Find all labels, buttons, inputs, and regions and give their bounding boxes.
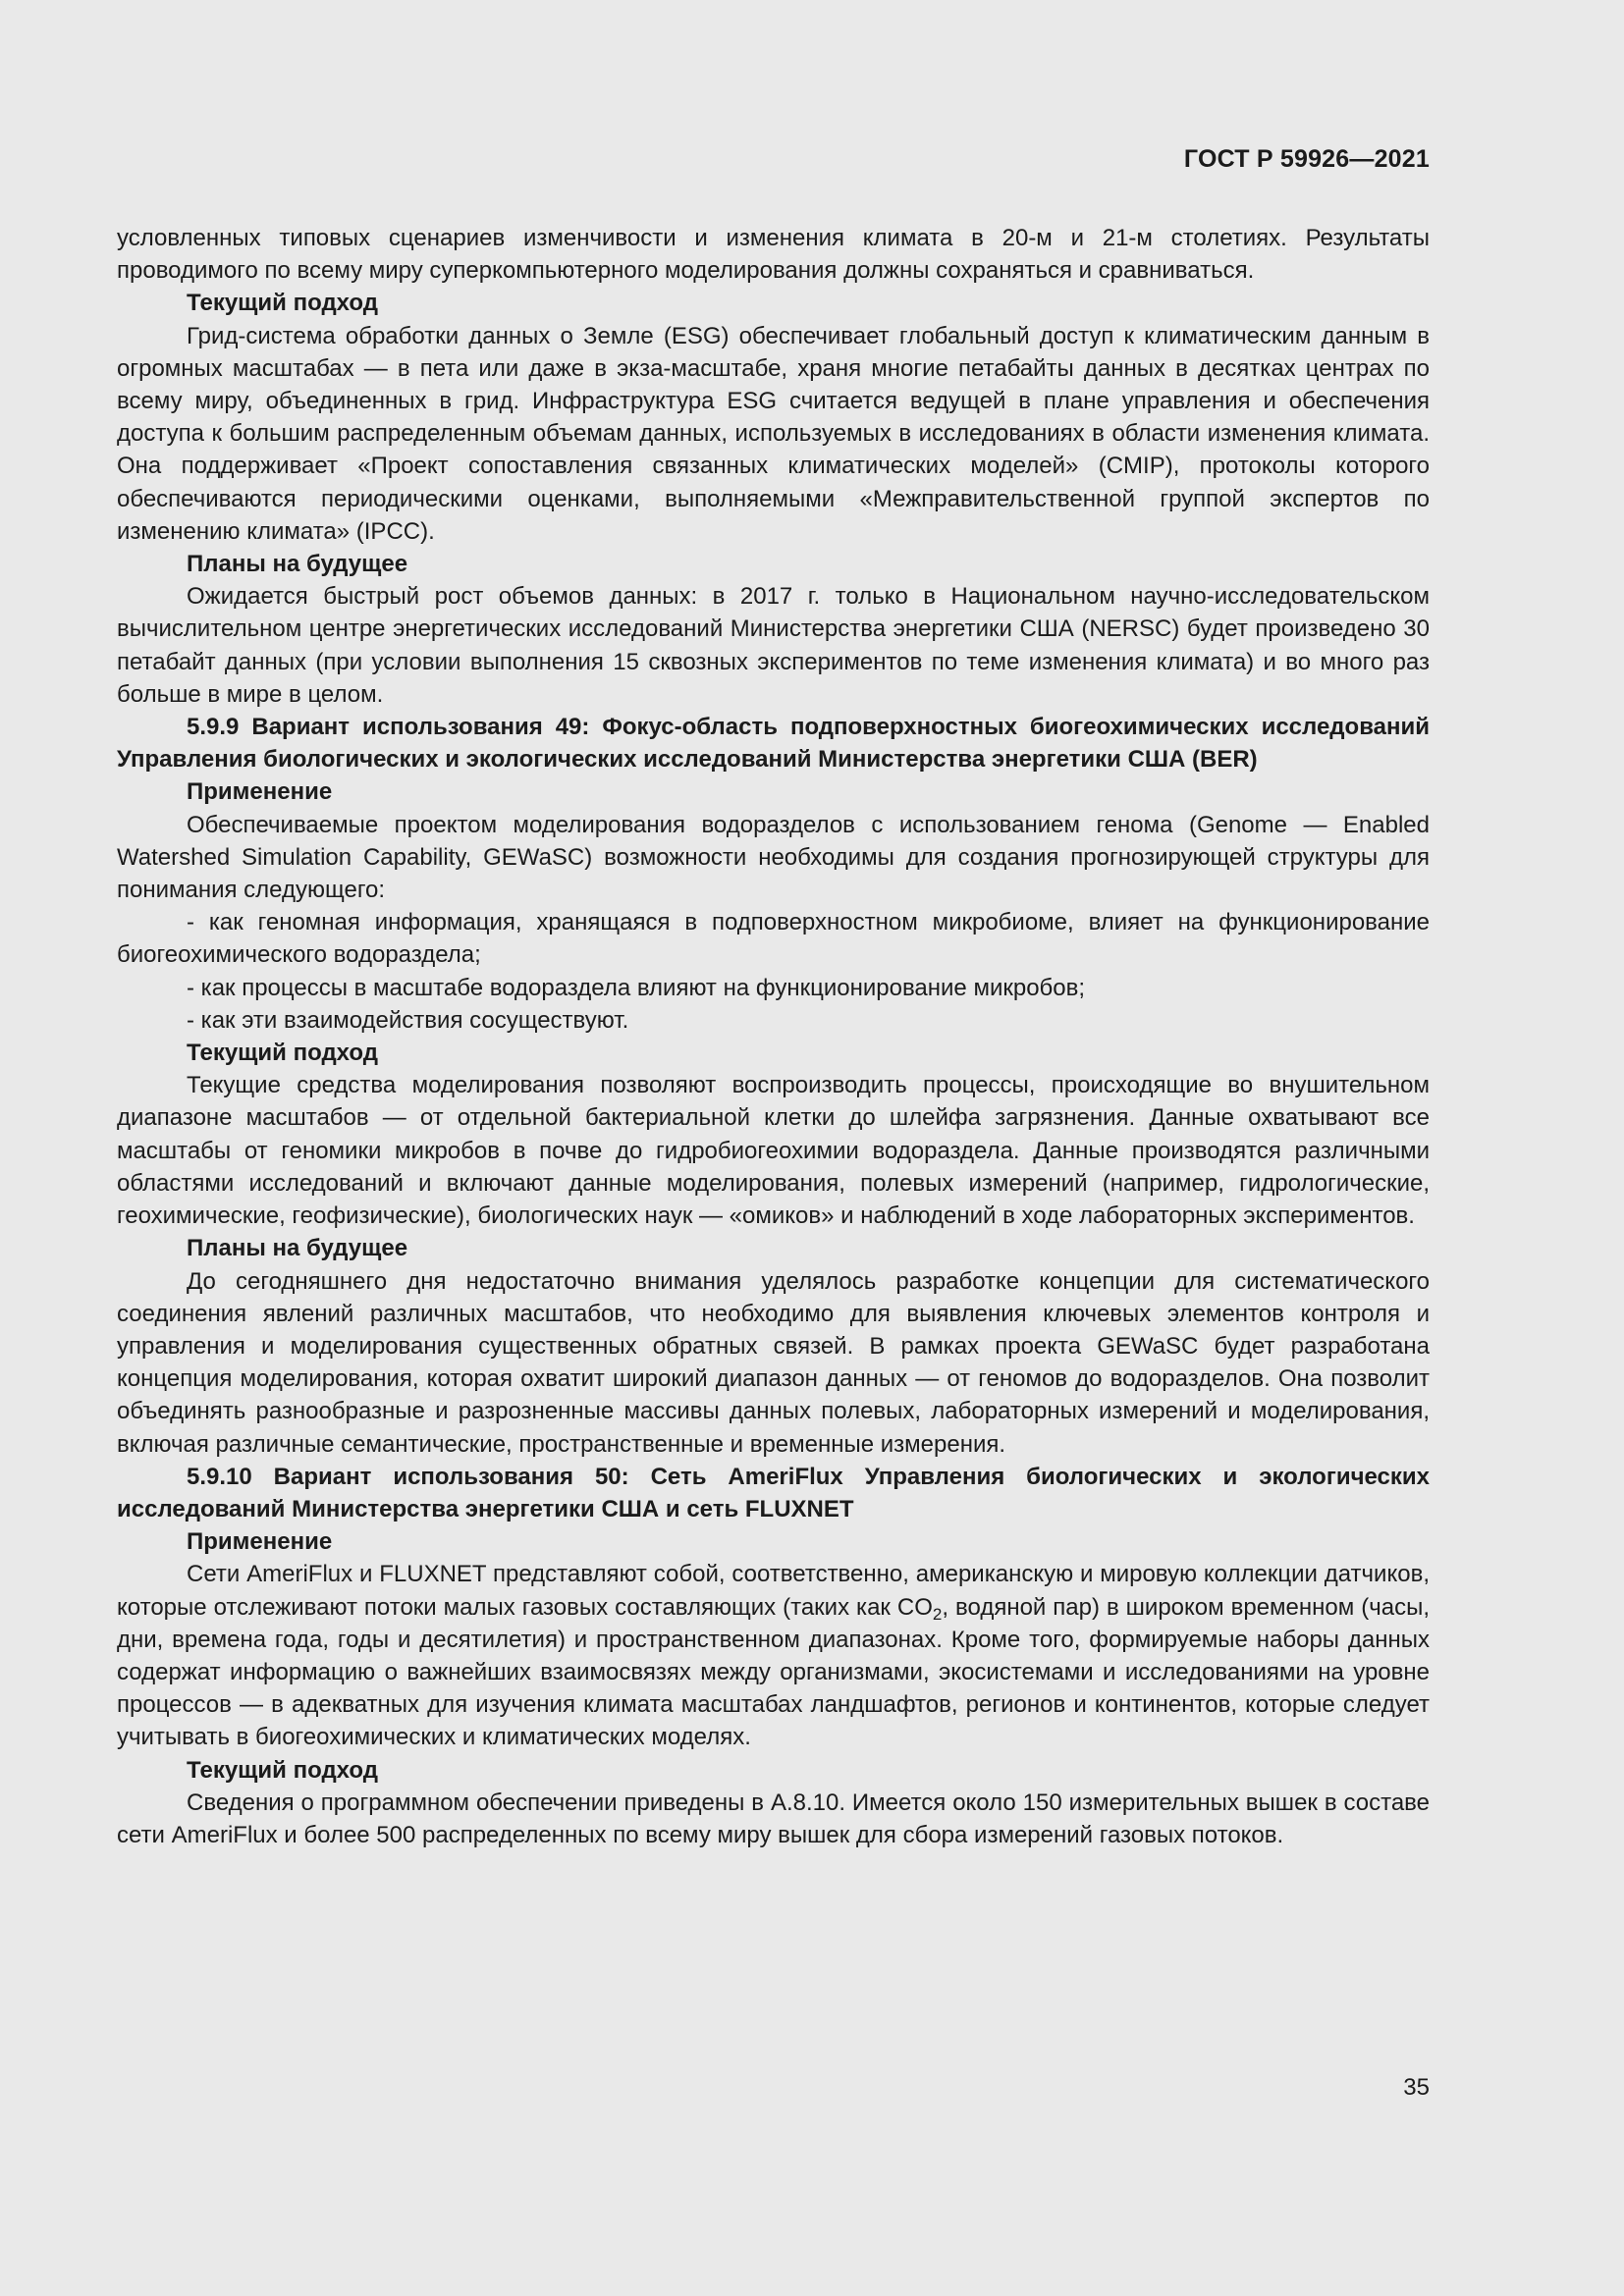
subscript: 2 [932,1604,943,1624]
paragraph: Текущие средства моделирования позволяют воспроизводить процессы, происходящие во внушительном диапазоне масштабов — от отдельной бактериальной клетки до шлейфа загрязнения. Данные охватывают все масштабы от геномики микробов в почве до гидробиогеохимии водораздела. Данные производятся различными областями исследований и включают данные моделирования, полевых измерений (например, гидрологические, геохимические, геофизические), биологических наук — «омиков» и наблюдений в ходе лабораторных экспериментов. [117,1072,1430,1230]
subsection-heading: Текущий подход [187,290,378,317]
subsection-heading: Текущий подход [187,1756,378,1784]
list-item: - как процессы в масштабе водораздела влияют на функционирование микробов; [187,974,1086,1001]
list-item: - как эти взаимодействия сосуществуют. [187,1006,629,1034]
list-item: - как геномная информация, хранящаяся в подповерхностном микробиоме, влияет на функционирование биогеохимического водораздела; [117,909,1430,969]
paragraph [117,1558,1430,1753]
paragraph-text: Сети AmeriFlux и FLUXNET представляют собой, соответственно, американскую и мировую коллекции датчиков, которые отслеживают потоки малых газовых составляющих (таких как CO [117,1561,1430,1621]
document-body [117,222,1430,1851]
subsection-heading: Планы на будущее [187,551,408,578]
subsection-heading: Планы на будущее [187,1235,408,1262]
subsection-heading: Применение [187,1528,333,1556]
section-heading-5-9-10: 5.9.10 Вариант использования 50: Сеть AmeriFlux Управления биологических и экологических исследований Министерства энергетики США и сеть FLUXNET [117,1463,1430,1522]
paragraph: Ожидается быстрый рост объемов данных: в 2017 г. только в Национальном научно-исследовательском вычислительном центре энергетических исследований Министерства энергетики США (NERSC) будет произведено 30 петабайт данных (при условии выполнения 15 сквозных экспериментов по теме изменения климата) и во много раз больше в мире в целом. [117,583,1430,708]
section-heading-5-9-9: 5.9.9 Вариант использования 49: Фокус-область подповерхностных биогеохимических исследований Управления биологических и экологических исследований Министерства энергетики США (BER) [117,714,1430,774]
paragraph: условленных типовых сценариев изменчивости и изменения климата в 20-м и 21-м столетиях. Результаты проводимого по всему миру суперкомпьютерного моделирования должны сохраняться и сравниваться. [117,225,1430,285]
paragraph: До сегодняшнего дня недостаточно внимания уделялось разработке концепции для систематического соединения явлений различных масштабов, что необходимо для выявления ключевых элементов контроля и управления и моделирования существенных обратных связей. В рамках проекта GEWaSC будет разработана концепция моделирования, которая охватит широкий диапазон данных — от геномов до водоразделов. Она позволит объединять разнообразные и разрозненные массивы данных полевых, лабораторных измерений и моделирования, включая различные семантические, пространственные и временные измерения. [117,1267,1430,1458]
document-header: ГОСТ Р 59926—2021 [1183,145,1430,173]
page-number: 35 [1403,2074,1430,2101]
paragraph: Сведения о программном обеспечении приведены в А.8.10. Имеется около 150 измерительных вышек в составе сети AmeriFlux и более 500 распределенных по всему миру вышек для сбора измерений газовых потоков. [117,1789,1430,1848]
subsection-heading: Текущий подход [187,1040,378,1067]
paragraph: Грид-система обработки данных о Земле (ESG) обеспечивает глобальный доступ к климатическим данным в огромных масштабах — в пета или даже в экза-масштабе, храня многие петабайты данных в десятках центрах по всему миру, объединенных в грид. Инфраструктура ESG считается ведущей в плане управления и обеспечения доступа к большим распределенным объемам данных, используемых в исследованиях в области изменения климата. Она поддерживает «Проект сопоставления связанных климатических моделей» (CMIP), протоколы которого обеспечиваются периодическими оценками, выполняемыми «Межправительственной группой экспертов по изменению климата» (IPCC). [117,322,1430,545]
paragraph: Обеспечиваемые проектом моделирования водоразделов с использованием генома (Genome — Enabled Watershed Simulation Capability, GEWaSC) возможности необходимы для создания прогнозирующей структуры для понимания следующего: [117,811,1430,904]
paragraph-text: , водяной пар) в широком временном (часы, дни, времена года, годы и десятилетия) и пространственном диапазонах. Кроме того, формируемые наборы данных содержат информацию о важнейших взаимосвязях между организмами, экосистемами и исследованиями на уровне процессов — в адекватных для изучения климата масштабах ландшафтов, регионов и континентов, которые следует учитывать в биогеохимических и климатических моделях. [117,1593,1430,1751]
subsection-heading: Применение [187,778,333,806]
